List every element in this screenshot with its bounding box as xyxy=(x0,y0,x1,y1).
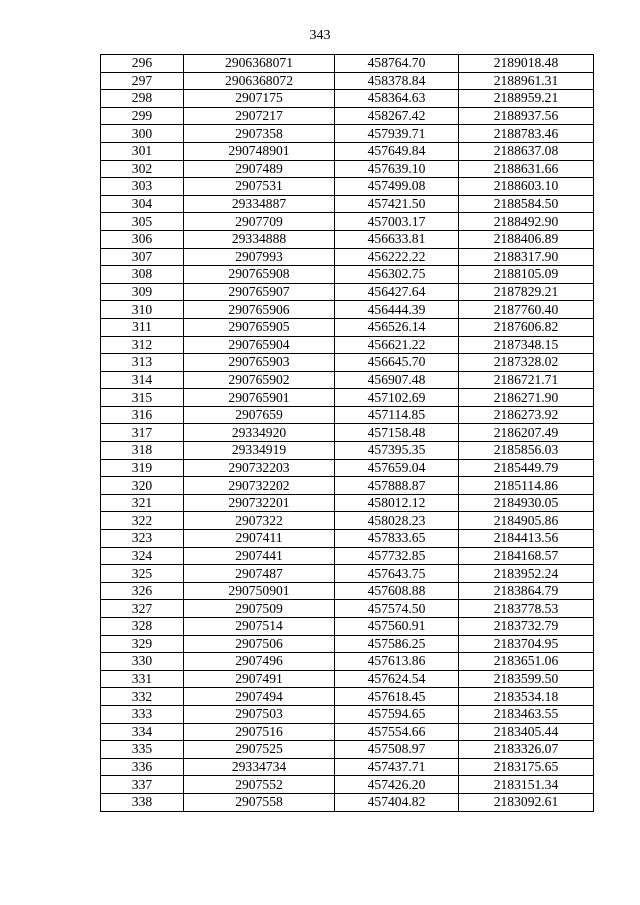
y-coordinate-cell: 2187348.15 xyxy=(459,336,594,354)
y-coordinate-cell: 2188961.31 xyxy=(459,72,594,90)
x-coordinate-cell: 456302.75 xyxy=(335,266,459,284)
y-coordinate-cell: 2183599.50 xyxy=(459,670,594,688)
point-id-cell: 2907491 xyxy=(184,670,335,688)
row-number-cell: 313 xyxy=(101,354,184,372)
row-number-cell: 329 xyxy=(101,635,184,653)
point-id-cell: 2907514 xyxy=(184,618,335,636)
row-number-cell: 324 xyxy=(101,547,184,565)
point-id-cell: 290765904 xyxy=(184,336,335,354)
y-coordinate-cell: 2188603.10 xyxy=(459,178,594,196)
point-id-cell: 2907175 xyxy=(184,90,335,108)
point-id-cell: 2907516 xyxy=(184,723,335,741)
y-coordinate-cell: 2184905.86 xyxy=(459,512,594,530)
row-number-cell: 332 xyxy=(101,688,184,706)
point-id-cell: 2907993 xyxy=(184,248,335,266)
y-coordinate-cell: 2186273.92 xyxy=(459,406,594,424)
y-coordinate-cell: 2188584.50 xyxy=(459,195,594,213)
row-number-cell: 331 xyxy=(101,670,184,688)
row-number-cell: 296 xyxy=(101,55,184,73)
table-row xyxy=(101,618,594,636)
point-id-cell: 290732201 xyxy=(184,494,335,512)
x-coordinate-cell: 457158.48 xyxy=(335,424,459,442)
point-id-cell: 2907441 xyxy=(184,547,335,565)
table-row xyxy=(101,477,594,495)
point-id-cell: 2907217 xyxy=(184,107,335,125)
x-coordinate-cell: 458764.70 xyxy=(335,55,459,73)
x-coordinate-cell: 458028.23 xyxy=(335,512,459,530)
row-number-cell: 319 xyxy=(101,459,184,477)
row-number-cell: 300 xyxy=(101,125,184,143)
y-coordinate-cell: 2188317.90 xyxy=(459,248,594,266)
point-id-cell: 2907558 xyxy=(184,793,335,811)
row-number-cell: 327 xyxy=(101,600,184,618)
table-row xyxy=(101,90,594,108)
table-row xyxy=(101,160,594,178)
table-row xyxy=(101,565,594,583)
point-id-cell: 29334734 xyxy=(184,758,335,776)
y-coordinate-cell: 2186271.90 xyxy=(459,389,594,407)
point-id-cell: 2907552 xyxy=(184,776,335,794)
x-coordinate-cell: 458012.12 xyxy=(335,494,459,512)
row-number-cell: 315 xyxy=(101,389,184,407)
point-id-cell: 2907525 xyxy=(184,741,335,759)
table-row xyxy=(101,494,594,512)
row-number-cell: 323 xyxy=(101,530,184,548)
table-row xyxy=(101,442,594,460)
point-id-cell: 290748901 xyxy=(184,142,335,160)
table-row xyxy=(101,213,594,231)
table-row xyxy=(101,230,594,248)
table-row xyxy=(101,195,594,213)
y-coordinate-cell: 2183175.65 xyxy=(459,758,594,776)
y-coordinate-cell: 2183092.61 xyxy=(459,793,594,811)
y-coordinate-cell: 2183732.79 xyxy=(459,618,594,636)
point-id-cell: 2906368072 xyxy=(184,72,335,90)
point-id-cell: 2907494 xyxy=(184,688,335,706)
x-coordinate-cell: 457732.85 xyxy=(335,547,459,565)
y-coordinate-cell: 2188406.89 xyxy=(459,230,594,248)
y-coordinate-cell: 2188637.08 xyxy=(459,142,594,160)
point-id-cell: 2907487 xyxy=(184,565,335,583)
point-id-cell: 290765905 xyxy=(184,318,335,336)
y-coordinate-cell: 2183326.07 xyxy=(459,741,594,759)
row-number-cell: 297 xyxy=(101,72,184,90)
row-number-cell: 303 xyxy=(101,178,184,196)
table-row xyxy=(101,354,594,372)
y-coordinate-cell: 2186207.49 xyxy=(459,424,594,442)
table-row xyxy=(101,530,594,548)
x-coordinate-cell: 457608.88 xyxy=(335,582,459,600)
y-coordinate-cell: 2188783.46 xyxy=(459,125,594,143)
x-coordinate-cell: 457659.04 xyxy=(335,459,459,477)
x-coordinate-cell: 457114.85 xyxy=(335,406,459,424)
table-row xyxy=(101,142,594,160)
point-id-cell: 2907506 xyxy=(184,635,335,653)
x-coordinate-cell: 457003.17 xyxy=(335,213,459,231)
y-coordinate-cell: 2185114.86 xyxy=(459,477,594,495)
row-number-cell: 334 xyxy=(101,723,184,741)
row-number-cell: 328 xyxy=(101,618,184,636)
y-coordinate-cell: 2185856.03 xyxy=(459,442,594,460)
coordinate-table xyxy=(100,54,594,812)
table-row xyxy=(101,741,594,759)
x-coordinate-cell: 457833.65 xyxy=(335,530,459,548)
table-row xyxy=(101,301,594,319)
table-row xyxy=(101,178,594,196)
table-row xyxy=(101,758,594,776)
table-row xyxy=(101,107,594,125)
row-number-cell: 335 xyxy=(101,741,184,759)
point-id-cell: 290765908 xyxy=(184,266,335,284)
row-number-cell: 314 xyxy=(101,371,184,389)
row-number-cell: 312 xyxy=(101,336,184,354)
point-id-cell: 2907659 xyxy=(184,406,335,424)
x-coordinate-cell: 457404.82 xyxy=(335,793,459,811)
x-coordinate-cell: 457586.25 xyxy=(335,635,459,653)
y-coordinate-cell: 2184930.05 xyxy=(459,494,594,512)
x-coordinate-cell: 457102.69 xyxy=(335,389,459,407)
x-coordinate-cell: 457639.10 xyxy=(335,160,459,178)
point-id-cell: 2907496 xyxy=(184,653,335,671)
row-number-cell: 316 xyxy=(101,406,184,424)
point-id-cell: 290765902 xyxy=(184,371,335,389)
table-row xyxy=(101,547,594,565)
table-row xyxy=(101,336,594,354)
table-row xyxy=(101,125,594,143)
x-coordinate-cell: 457594.65 xyxy=(335,705,459,723)
x-coordinate-cell: 457574.50 xyxy=(335,600,459,618)
table-row xyxy=(101,55,594,73)
x-coordinate-cell: 458378.84 xyxy=(335,72,459,90)
table-row xyxy=(101,459,594,477)
point-id-cell: 2907489 xyxy=(184,160,335,178)
y-coordinate-cell: 2188105.09 xyxy=(459,266,594,284)
row-number-cell: 298 xyxy=(101,90,184,108)
page-number: 343 xyxy=(309,28,331,43)
table-row xyxy=(101,72,594,90)
y-coordinate-cell: 2183778.53 xyxy=(459,600,594,618)
row-number-cell: 299 xyxy=(101,107,184,125)
x-coordinate-cell: 458364.63 xyxy=(335,90,459,108)
table-row xyxy=(101,406,594,424)
x-coordinate-cell: 456621.22 xyxy=(335,336,459,354)
y-coordinate-cell: 2187606.82 xyxy=(459,318,594,336)
y-coordinate-cell: 2183151.34 xyxy=(459,776,594,794)
point-id-cell: 29334888 xyxy=(184,230,335,248)
y-coordinate-cell: 2183864.79 xyxy=(459,582,594,600)
point-id-cell: 29334920 xyxy=(184,424,335,442)
row-number-cell: 336 xyxy=(101,758,184,776)
x-coordinate-cell: 457499.08 xyxy=(335,178,459,196)
x-coordinate-cell: 458267.42 xyxy=(335,107,459,125)
x-coordinate-cell: 457649.84 xyxy=(335,142,459,160)
point-id-cell: 29334887 xyxy=(184,195,335,213)
y-coordinate-cell: 2184413.56 xyxy=(459,530,594,548)
coordinate-table-body xyxy=(101,55,594,812)
x-coordinate-cell: 456526.14 xyxy=(335,318,459,336)
y-coordinate-cell: 2188492.90 xyxy=(459,213,594,231)
point-id-cell: 2907709 xyxy=(184,213,335,231)
x-coordinate-cell: 456427.64 xyxy=(335,283,459,301)
y-coordinate-cell: 2188959.21 xyxy=(459,90,594,108)
point-id-cell: 2906368071 xyxy=(184,55,335,73)
y-coordinate-cell: 2188937.56 xyxy=(459,107,594,125)
row-number-cell: 302 xyxy=(101,160,184,178)
point-id-cell: 2907322 xyxy=(184,512,335,530)
point-id-cell: 2907358 xyxy=(184,125,335,143)
table-row xyxy=(101,635,594,653)
x-coordinate-cell: 457554.66 xyxy=(335,723,459,741)
x-coordinate-cell: 457624.54 xyxy=(335,670,459,688)
row-number-cell: 325 xyxy=(101,565,184,583)
table-row xyxy=(101,582,594,600)
y-coordinate-cell: 2183534.18 xyxy=(459,688,594,706)
x-coordinate-cell: 457613.86 xyxy=(335,653,459,671)
x-coordinate-cell: 456645.70 xyxy=(335,354,459,372)
point-id-cell: 2907411 xyxy=(184,530,335,548)
x-coordinate-cell: 457508.97 xyxy=(335,741,459,759)
row-number-cell: 309 xyxy=(101,283,184,301)
table-row xyxy=(101,512,594,530)
row-number-cell: 330 xyxy=(101,653,184,671)
point-id-cell: 290732202 xyxy=(184,477,335,495)
y-coordinate-cell: 2183405.44 xyxy=(459,723,594,741)
row-number-cell: 318 xyxy=(101,442,184,460)
row-number-cell: 333 xyxy=(101,705,184,723)
point-id-cell: 290765906 xyxy=(184,301,335,319)
row-number-cell: 310 xyxy=(101,301,184,319)
point-id-cell: 290765901 xyxy=(184,389,335,407)
row-number-cell: 317 xyxy=(101,424,184,442)
row-number-cell: 320 xyxy=(101,477,184,495)
x-coordinate-cell: 456222.22 xyxy=(335,248,459,266)
row-number-cell: 301 xyxy=(101,142,184,160)
table-row xyxy=(101,248,594,266)
row-number-cell: 307 xyxy=(101,248,184,266)
row-number-cell: 305 xyxy=(101,213,184,231)
table-row xyxy=(101,793,594,811)
y-coordinate-cell: 2184168.57 xyxy=(459,547,594,565)
point-id-cell: 29334919 xyxy=(184,442,335,460)
x-coordinate-cell: 457437.71 xyxy=(335,758,459,776)
y-coordinate-cell: 2183463.55 xyxy=(459,705,594,723)
table-row xyxy=(101,318,594,336)
x-coordinate-cell: 456907.48 xyxy=(335,371,459,389)
table-row xyxy=(101,266,594,284)
x-coordinate-cell: 457560.91 xyxy=(335,618,459,636)
point-id-cell: 290750901 xyxy=(184,582,335,600)
x-coordinate-cell: 457888.87 xyxy=(335,477,459,495)
point-id-cell: 290765907 xyxy=(184,283,335,301)
x-coordinate-cell: 457421.50 xyxy=(335,195,459,213)
y-coordinate-cell: 2185449.79 xyxy=(459,459,594,477)
x-coordinate-cell: 457426.20 xyxy=(335,776,459,794)
row-number-cell: 308 xyxy=(101,266,184,284)
x-coordinate-cell: 457395.35 xyxy=(335,442,459,460)
table-row xyxy=(101,776,594,794)
y-coordinate-cell: 2187829.21 xyxy=(459,283,594,301)
y-coordinate-cell: 2183952.24 xyxy=(459,565,594,583)
y-coordinate-cell: 2183704.95 xyxy=(459,635,594,653)
table-row xyxy=(101,600,594,618)
table-row xyxy=(101,653,594,671)
point-id-cell: 290765903 xyxy=(184,354,335,372)
row-number-cell: 337 xyxy=(101,776,184,794)
x-coordinate-cell: 457939.71 xyxy=(335,125,459,143)
row-number-cell: 311 xyxy=(101,318,184,336)
y-coordinate-cell: 2187328.02 xyxy=(459,354,594,372)
table-row xyxy=(101,389,594,407)
table-row xyxy=(101,283,594,301)
point-id-cell: 2907503 xyxy=(184,705,335,723)
row-number-cell: 338 xyxy=(101,793,184,811)
y-coordinate-cell: 2183651.06 xyxy=(459,653,594,671)
table-row xyxy=(101,670,594,688)
x-coordinate-cell: 457618.45 xyxy=(335,688,459,706)
table-row xyxy=(101,424,594,442)
row-number-cell: 306 xyxy=(101,230,184,248)
x-coordinate-cell: 457643.75 xyxy=(335,565,459,583)
point-id-cell: 290732203 xyxy=(184,459,335,477)
row-number-cell: 326 xyxy=(101,582,184,600)
table-row xyxy=(101,688,594,706)
table-row xyxy=(101,723,594,741)
table-row xyxy=(101,705,594,723)
y-coordinate-cell: 2188631.66 xyxy=(459,160,594,178)
point-id-cell: 2907509 xyxy=(184,600,335,618)
x-coordinate-cell: 456633.81 xyxy=(335,230,459,248)
row-number-cell: 321 xyxy=(101,494,184,512)
table-row xyxy=(101,371,594,389)
point-id-cell: 2907531 xyxy=(184,178,335,196)
x-coordinate-cell: 456444.39 xyxy=(335,301,459,319)
row-number-cell: 304 xyxy=(101,195,184,213)
y-coordinate-cell: 2186721.71 xyxy=(459,371,594,389)
y-coordinate-cell: 2187760.40 xyxy=(459,301,594,319)
row-number-cell: 322 xyxy=(101,512,184,530)
y-coordinate-cell: 2189018.48 xyxy=(459,55,594,73)
